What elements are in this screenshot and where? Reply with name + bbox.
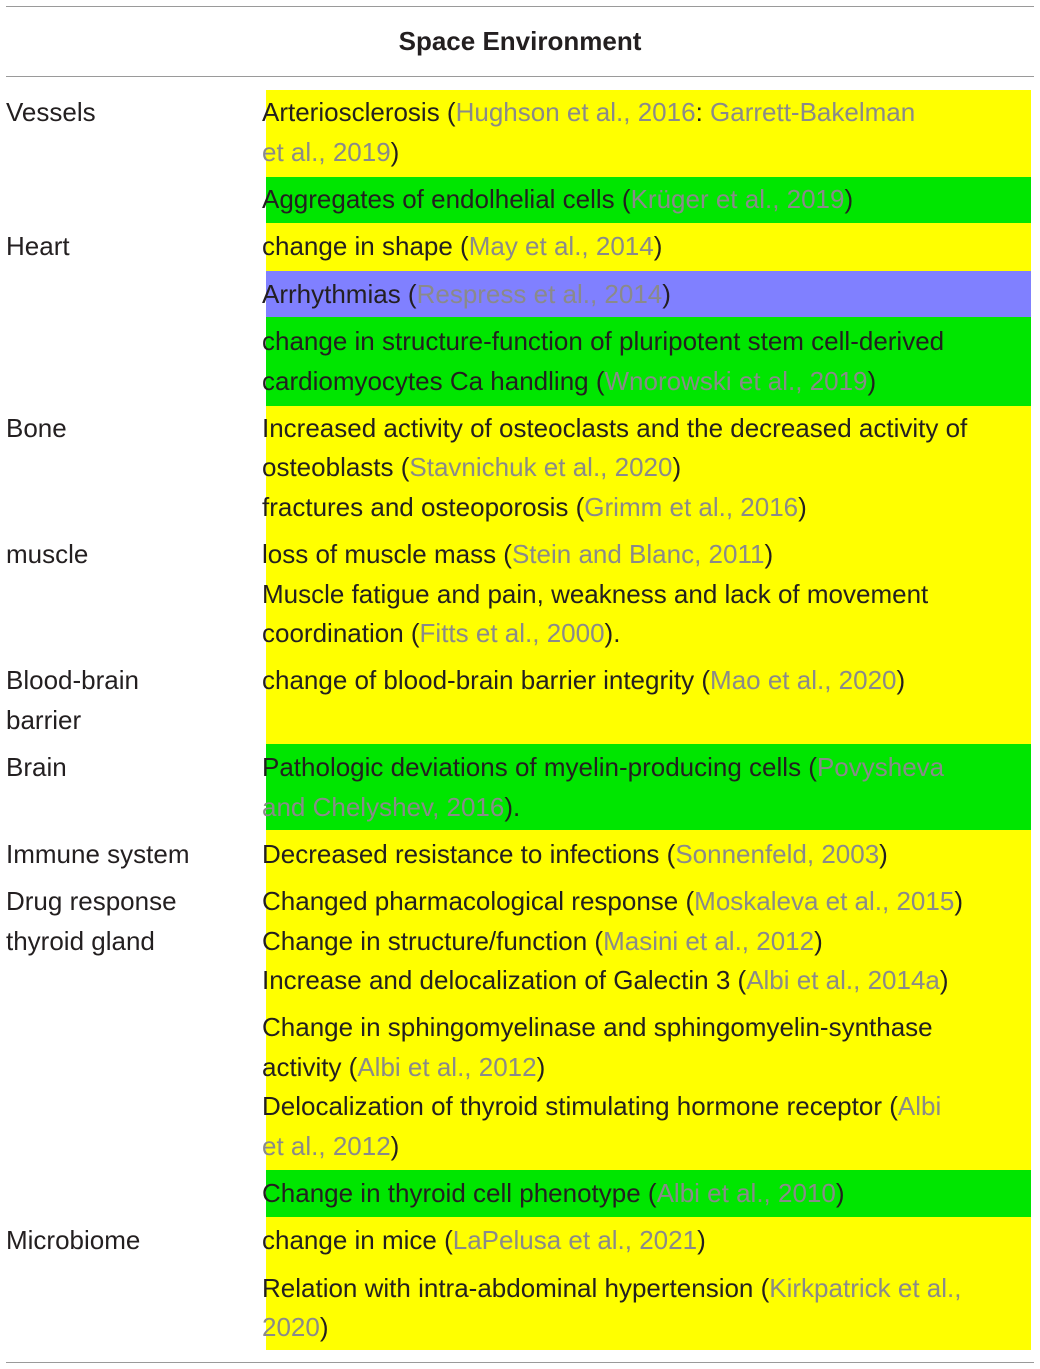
organ-thyroid-gland: thyroid gland — [6, 926, 155, 956]
citation: Respress et al., 2014 — [416, 279, 663, 309]
table-title: Space Environment — [398, 26, 642, 56]
effect-line — [262, 1220, 706, 1260]
citation: Stavnichuk et al., 2020 — [409, 452, 673, 482]
effect-text: Relation with intra-abdominal hypertension ( — [262, 1273, 770, 1303]
effect-text: ) — [867, 366, 877, 396]
effect-line — [262, 179, 853, 219]
citation: May et al., 2014 — [468, 231, 654, 261]
citation: Albi — [897, 1091, 942, 1121]
effect-text: Changed pharmacological response ( — [262, 886, 695, 916]
effect-text: cardiomyocytes Ca handling ( — [262, 366, 605, 396]
effect-text: ) — [390, 137, 400, 167]
effect-line — [262, 132, 399, 172]
effect-text: Aggregates of endolhelial cells ( — [262, 184, 631, 214]
effect-line — [262, 921, 823, 961]
effect-line — [262, 487, 807, 527]
effect-text: Delocalization of thyroid stimulating hormone receptor ( — [262, 1091, 898, 1121]
effect-line — [262, 660, 905, 700]
organ-blood-brain-barrier: barrier — [6, 705, 82, 735]
effect-line — [262, 960, 949, 1000]
header-rule — [6, 76, 1034, 77]
citation: Albi et al., 2010 — [656, 1178, 836, 1208]
effect-line — [262, 1047, 545, 1087]
effect-text: ) — [662, 279, 671, 309]
effect-text: change in mice ( — [262, 1225, 453, 1255]
organ-drug-response: Drug response — [6, 886, 177, 916]
citation: Grimm et al., 2016 — [584, 492, 799, 522]
effect-text: ) — [896, 665, 906, 695]
effect-text: Decreased resistance to infections ( — [262, 839, 676, 869]
organ-blood-brain-barrier: Blood-brain — [6, 665, 139, 695]
effect-text: Arrhythmias ( — [262, 279, 417, 309]
organ-brain: Brain — [6, 752, 67, 782]
effect-text: ) — [835, 1178, 845, 1208]
effect-line — [262, 574, 928, 614]
effect-text: ) — [319, 1312, 329, 1342]
organ-microbiome: Microbiome — [6, 1225, 141, 1255]
effect-text: change in structure-function of pluripotent stem cell-derived — [262, 326, 945, 356]
effect-line — [262, 834, 888, 874]
effect-text: : — [695, 97, 711, 127]
effect-text: ). — [604, 618, 621, 648]
effect-text: Increase and delocalization of Galectin 3 ( — [262, 965, 747, 995]
effect-text: ) — [764, 539, 774, 569]
effect-text: ) — [844, 184, 854, 214]
citation: Sonnenfeld, 2003 — [675, 839, 880, 869]
organ-immune-system: Immune system — [6, 839, 190, 869]
organ-vessels: Vessels — [6, 97, 96, 127]
citation: LaPelusa et al., 2021 — [452, 1225, 698, 1255]
effect-text: ) — [653, 231, 663, 261]
effect-line — [262, 408, 967, 448]
citation: Stein and Blanc, 2011 — [511, 539, 765, 569]
effect-line — [262, 1126, 399, 1166]
citation: et al., 2019 — [262, 137, 391, 167]
citation: Masini et al., 2012 — [603, 926, 815, 956]
effect-line — [262, 321, 944, 361]
effect-text: coordination ( — [262, 618, 420, 648]
effect-text: ) — [814, 926, 823, 956]
effect-line — [262, 447, 681, 487]
effect-text: fractures and osteoporosis ( — [262, 492, 585, 522]
organ-muscle: muscle — [6, 539, 89, 569]
effect-text: ) — [672, 452, 682, 482]
effect-text: loss of muscle mass ( — [262, 539, 512, 569]
effect-text: ). — [504, 792, 521, 822]
effect-line — [262, 534, 773, 574]
citation: Wnorowski et al., 2019 — [604, 366, 868, 396]
effect-text: change in shape ( — [262, 231, 469, 261]
effect-line — [262, 1307, 329, 1347]
citation: Albi et al., 2014a — [746, 965, 940, 995]
effect-line — [262, 613, 620, 653]
citation: Fitts et al., 2000 — [419, 618, 605, 648]
organ-bone: Bone — [6, 413, 67, 443]
citation: 2020 — [262, 1312, 320, 1342]
citation: Garrett-Bakelman — [710, 97, 916, 127]
effect-text: change of blood-brain barrier integrity ( — [262, 665, 711, 695]
effect-text: osteoblasts ( — [262, 452, 410, 482]
citation: Kirkpatrick et al., — [769, 1273, 962, 1303]
effect-text: Muscle fatigue and pain, weakness and lack of movement — [262, 579, 929, 609]
effect-text: ) — [879, 839, 888, 869]
effect-text: ) — [798, 492, 807, 522]
effect-text: Change in thyroid cell phenotype ( — [262, 1178, 657, 1208]
citation: Moskaleva et al., 2015 — [694, 886, 955, 916]
citation: Albi et al., 2012 — [357, 1052, 537, 1082]
effect-text: ) — [390, 1131, 400, 1161]
effect-line — [262, 361, 876, 401]
citation: and Chelyshev, 2016 — [262, 792, 505, 822]
organ-heart: Heart — [6, 231, 70, 261]
effect-text: ) — [954, 886, 963, 916]
effect-text: ) — [536, 1052, 546, 1082]
effect-text: Change in structure/function ( — [262, 926, 604, 956]
top-rule — [6, 6, 1034, 7]
citation: et al., 2012 — [262, 1131, 391, 1161]
effect-line — [262, 881, 963, 921]
effect-line — [262, 1268, 961, 1308]
effect-line — [262, 1086, 941, 1126]
citation: Mao et al., 2020 — [710, 665, 897, 695]
effect-line — [262, 1173, 845, 1213]
effect-text: Pathologic deviations of myelin-producing cells ( — [262, 752, 817, 782]
effect-line — [262, 1007, 933, 1047]
bottom-rule — [6, 1362, 1034, 1363]
effect-line — [262, 226, 662, 266]
effect-text: Change in sphingomyelinase and sphingomyelin-synthase — [262, 1012, 933, 1042]
effect-line — [262, 92, 915, 132]
effect-text: ) — [697, 1225, 706, 1255]
effect-text: Increased activity of osteoclasts and the decreased activity of — [262, 413, 968, 443]
effect-text: ) — [939, 965, 949, 995]
effect-text: Arteriosclerosis ( — [262, 97, 456, 127]
citation: Povysheva — [816, 752, 945, 782]
effect-line — [262, 747, 944, 787]
effect-line — [262, 787, 520, 827]
effect-line — [262, 274, 671, 314]
citation: Krüger et al., 2019 — [630, 184, 845, 214]
effect-text: activity ( — [262, 1052, 358, 1082]
citation: Hughson et al., 2016 — [455, 97, 696, 127]
